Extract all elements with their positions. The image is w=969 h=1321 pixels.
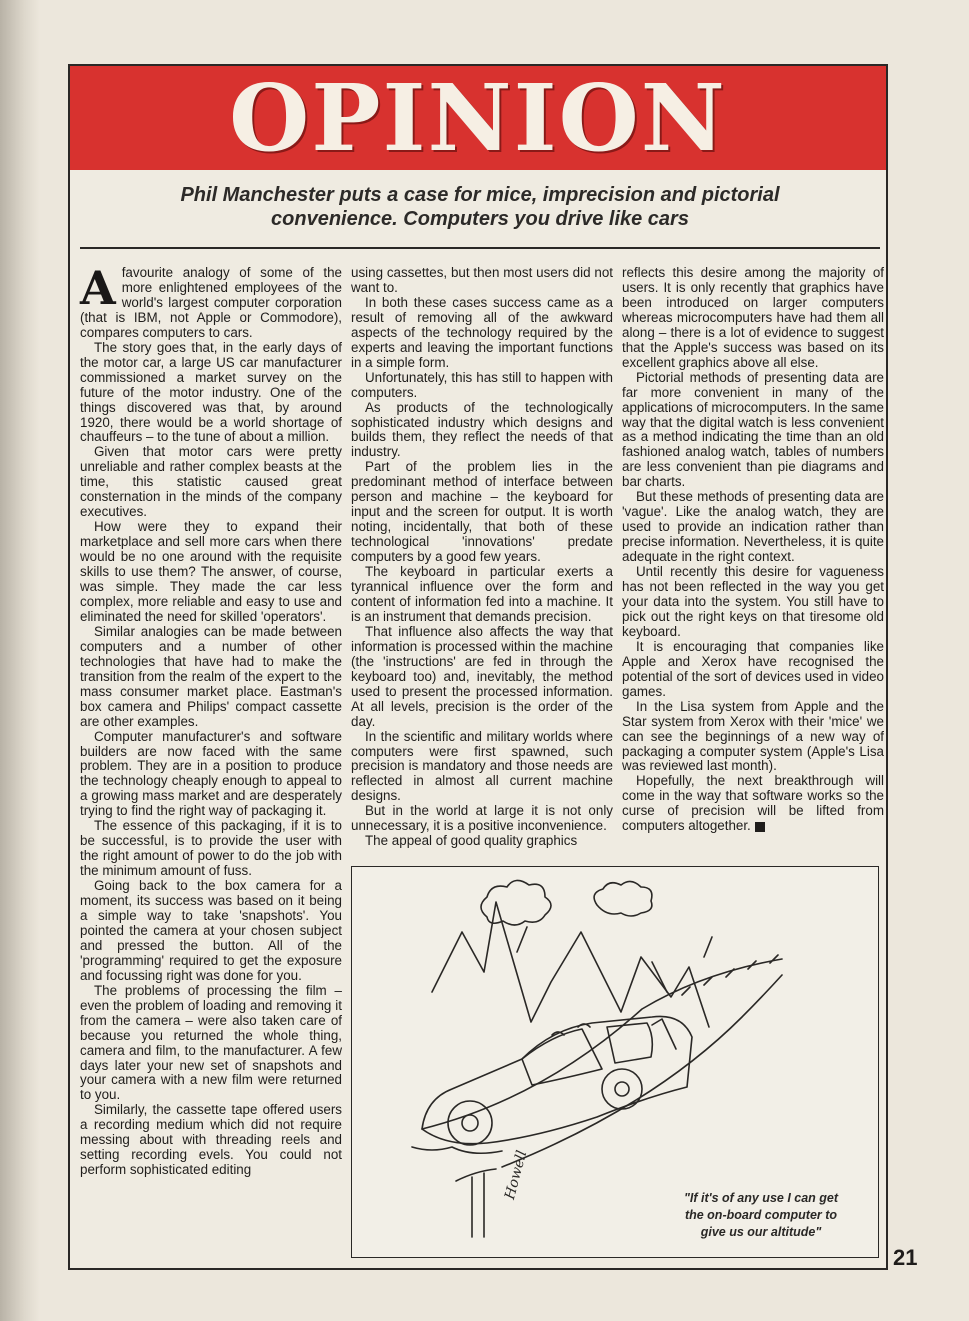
paragraph: That influence also affects the way that information is processed within the machine (the 'instructions' are fed in through the keyboard too) and, inevitably, the method used to present the processed information. At all levels, precision is the order of the day. xyxy=(351,623,613,729)
cloud-right xyxy=(594,881,652,916)
paragraph: The essence of this packaging, if it is to be successful, is to provide the user with the right amount of power to do the job with the minimum amount of fuss. xyxy=(80,818,342,879)
mountain-shading xyxy=(517,927,712,992)
paragraph: Part of the problem lies in the predominant method of interface between person and machine – the keyboard for input and the screen for output. It is worth noting, incidentally, that both of these technological 'innovations' predate computers by a good few years. xyxy=(351,459,613,565)
paragraph: It is encouraging that companies like Apple and Xerox have recognised the potential of the sort of devices used in video games. xyxy=(622,638,884,699)
paragraph: How were they to expand their marketplace and sell more cars when there would be no one around with the requisite skills to use them? The answer, of course, was simple. They made the car less complex, more reliable and easy to use and eliminated the need for skilled 'operators'. xyxy=(80,519,342,624)
paragraph: favourite analogy of some of the more enlightened employees of the world's largest computer corporation (that is IBM, not Apple or Commodore), compares computers to cars. xyxy=(80,265,342,340)
paragraph-text: Hopefully, the next breakthrough will come in the way that software works so the curse of precision will be lifted from computers altogether. xyxy=(622,773,884,834)
front-wheel xyxy=(448,1101,492,1145)
article-column-2 xyxy=(351,266,613,849)
paragraph: But in the world at large it is not only unnecessary, it is a positive inconvenience. xyxy=(351,803,613,834)
car-pillar xyxy=(652,1019,676,1049)
paragraph: The problems of processing the film – even the problem of loading and removing it from the camera – were also taken care of because you returned the whole thing, camera and film, to the manufacturer. A few days later your new set of snapshots and your camera with a new film were returned to you. xyxy=(80,982,342,1103)
mountain-range xyxy=(432,902,709,1027)
paragraph: In the scientific and military worlds where computers were first spawned, such precision is mandatory and those needs are reflected in almost all current machine designs. xyxy=(351,728,613,804)
paragraph: The appeal of good quality graphics xyxy=(365,833,578,849)
paragraph xyxy=(622,774,884,834)
paragraph: The story goes that, in the early days of the motor car, a large US car manufacturer commissioned a market survey on the future of the motor industry. One of the things discovered was that, by around 1920, there would be a world shortage of chauffeurs – to the tune of about a million. xyxy=(80,339,342,445)
standfirst-line-1: Phil Manchester puts a case for mice, imprecision and pictorial xyxy=(180,184,780,206)
opinion-banner xyxy=(70,66,886,170)
drop-cap: A xyxy=(80,261,116,315)
paragraph: using cassettes, but then most users did not want to. xyxy=(351,265,613,295)
article-column-3 xyxy=(622,266,884,834)
standfirst xyxy=(80,183,880,231)
artist-signature: Howell xyxy=(502,1148,531,1202)
paragraph: As products of the technologically sophisticated industry which designs and builds them, they reflect the needs of that industry. xyxy=(351,399,613,460)
road-edge xyxy=(422,959,782,1129)
paragraph: But these methods of presenting data are 'vague'. Like the analog watch, they are used to provide an indication rather than precise information. Nevertheless, it is quite adequate in the right context. xyxy=(622,489,884,565)
section-title: OPINION xyxy=(229,64,727,172)
paragraph: Computer manufacturer's and software builders are now faced with the same problem. They are in a position to produce the technology cheaply enough to appeal to a growing mass market and are desperately trying to find the right way of packaging it. xyxy=(80,728,342,819)
paragraph: In both these cases success came as a result of removing all of the awkward aspects of the technology required by the experts and leaving the important functions in a simple form. xyxy=(351,294,613,370)
article-column-1 xyxy=(80,261,342,1178)
car-windows xyxy=(522,1023,652,1085)
caption-line-1: "If it's of any use I can get xyxy=(683,1191,839,1205)
page-number: 21 xyxy=(893,1245,918,1270)
cartoon-caption xyxy=(666,1190,856,1241)
end-of-article-mark xyxy=(755,822,765,832)
caption-line-2: the on-board computer to xyxy=(684,1208,838,1222)
caption-line-3: give us our altitude" xyxy=(700,1225,822,1239)
road-edge xyxy=(502,975,782,1167)
paragraph: Going back to the box camera for a moment, its success was based on it being a simple way to take 'snapshots'. You pointed the camera at your chosen subject and pressed the button. All of the 'programming' required to get the exposure and focussing right was done for you. xyxy=(80,878,342,983)
standfirst-line-2: convenience. Computers you drive like cars xyxy=(271,208,689,230)
fence-post xyxy=(456,1169,496,1237)
rear-wheel xyxy=(602,1069,642,1109)
page-fold-shadow xyxy=(0,0,40,1321)
paragraph: Until recently this desire for vagueness has not been reflected in the way you get your data into the system. You still have to pick out the right keys on that tiresome old keyboard. xyxy=(622,564,884,639)
paragraph: Similarly, the cassette tape offered users a recording medium which did not require messing about with threading reels and setting recording evels. You could not perform sophisticated editing xyxy=(80,1102,342,1178)
paragraph: reflects this desire among the majority of users. It is only recently that graphics have been introduced on larger computers whereas microcomputers have had them all along – there is a lot of evidence to suggest that the Apple's success was based on its excellent graphics above all else. xyxy=(622,265,884,370)
dust-cloud xyxy=(412,1147,502,1153)
paragraph: The keyboard in particular exerts a tyrannical influence over the form and content of information fed into a machine. It is an instrument that demands precision. xyxy=(351,564,613,624)
paragraph: Similar analogies can be made between computers and a number of other technologies that have had to make the transition from the realm of the expert to the mass consumer market place. Eastman's box camera and Philips' compact cassette are other examples. xyxy=(80,623,342,729)
paragraph: Pictorial methods of presenting data are far more convenient in many of the applications of microcomputers. In the same way that the digital watch is less convenient as a method indicating the time than an old fashioned analog watch, tables of numbers are less convenient than pie diagrams and bar charts. xyxy=(622,369,884,490)
paragraph: Unfortunately, this has still to happen with computers. xyxy=(351,369,613,400)
paragraph: In the Lisa system from Apple and the Star system from Xerox with their 'mice' we can see the beginnings of a new way of packaging a computer system (Apple's Lisa was reviewed last month). xyxy=(622,698,884,774)
header-rule xyxy=(80,247,880,249)
cartoon-illustration xyxy=(351,866,879,1258)
paragraph: Given that motor cars were pretty unreliable and rather complex beasts at the time, this statistic caused great consternation in the minds of the company executives. xyxy=(80,444,342,520)
cloud-left xyxy=(481,880,551,925)
